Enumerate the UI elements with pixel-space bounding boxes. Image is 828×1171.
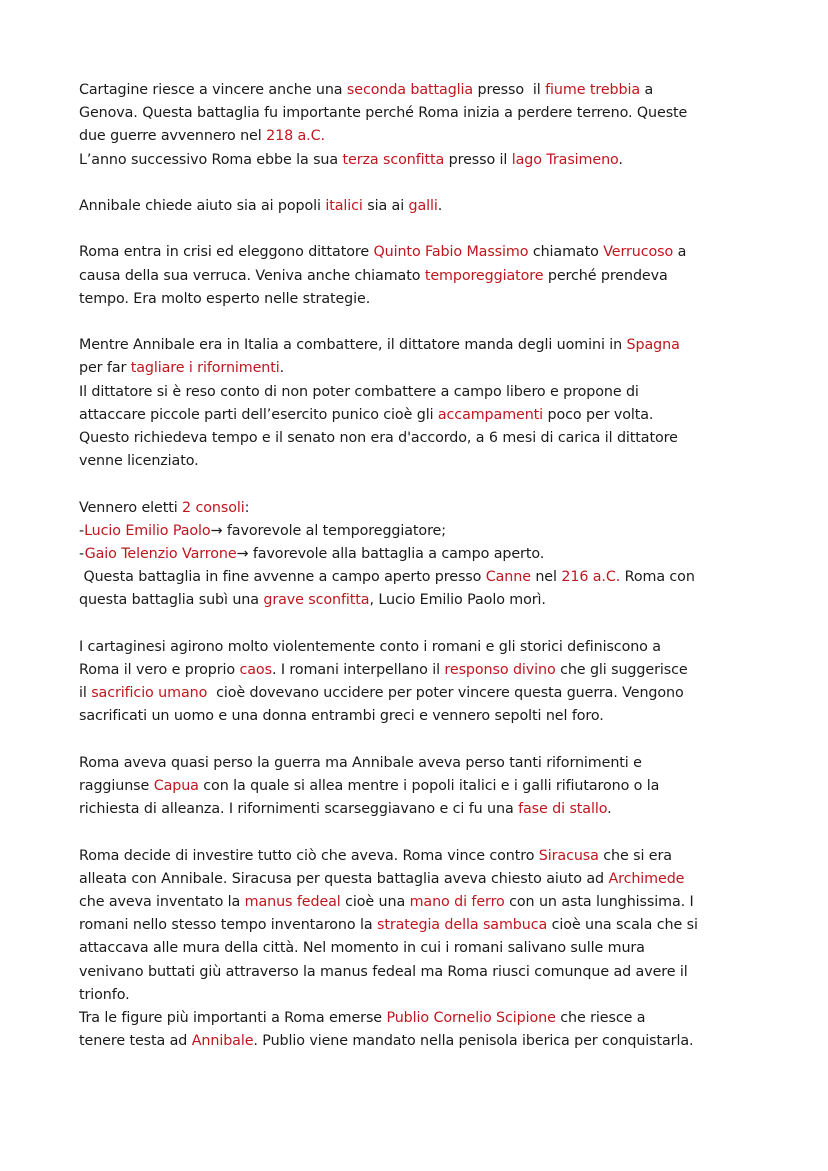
paragraph	[79, 334, 759, 380]
highlighted-term: Publio Cornelio Scipione	[386, 1010, 556, 1027]
text-span: cioè dovevano uccidere per poter vincere questa guerra. Vengono	[207, 685, 684, 702]
text-span: Vennero eletti	[79, 499, 183, 516]
text-span: Roma decide di investire tutto ciò che aveva. Roma vince contro	[79, 847, 539, 864]
highlighted-term: terza sconfitta	[342, 151, 445, 168]
highlighted-term: Gaio Telenzio Varrone	[84, 546, 237, 562]
text-span: raggiunse	[79, 778, 154, 794]
paragraph	[79, 752, 759, 822]
highlighted-term: 218 a.C.	[266, 128, 325, 145]
text-span: tenere testa ad	[79, 1033, 192, 1050]
text-span: -	[79, 522, 85, 539]
highlighted-term: fase di stallo	[518, 801, 608, 818]
text-span: L’anno successivo Roma ebbe la sua	[79, 151, 343, 168]
text-span: richiesta di alleanza. I rifornimenti scarseggiavano e ci fu una	[79, 801, 519, 818]
paragraph	[79, 195, 759, 218]
text-line	[79, 244, 686, 260]
paragraph	[79, 636, 759, 729]
text-span: :	[244, 499, 250, 516]
text-span: → favorevole alla battaglia a campo aperto.	[236, 546, 545, 562]
text-line	[79, 546, 544, 562]
text-span: Roma aveva quasi perso la guerra ma Annibale aveva perso tanti rifornimenti e	[79, 754, 642, 771]
text-span: presso il	[473, 82, 546, 98]
text-span: .	[607, 801, 612, 818]
text-span: Annibale chiede aiuto sia ai popoli	[79, 198, 326, 214]
highlighted-term: Spagna	[626, 337, 680, 354]
text-span: venivano buttati giù attraverso la manus fedeal ma Roma riusci comunque ad avere il	[79, 963, 688, 980]
highlighted-term: Archimede	[608, 870, 685, 887]
text-span: con la quale si allea mentre i popoli italici e i galli rifiutarono o la	[198, 778, 660, 794]
text-line	[79, 685, 684, 701]
text-span: cioè una	[340, 894, 410, 910]
highlighted-term: lago Trasimeno	[511, 151, 619, 168]
paragraph	[79, 1007, 759, 1053]
text-span: , Lucio Emilio Paolo morì.	[369, 592, 546, 609]
highlighted-term: italici	[325, 198, 363, 214]
text-span: Roma il vero e proprio	[79, 662, 240, 678]
text-span: a	[640, 82, 654, 98]
text-line	[79, 128, 325, 144]
text-span: che gli suggerisce	[555, 662, 688, 678]
text-span: Cartagine riesce a vincere anche una	[79, 82, 347, 98]
text-line	[79, 198, 442, 214]
text-line	[79, 639, 661, 655]
text-line	[79, 430, 678, 446]
text-line	[79, 801, 612, 817]
highlighted-term: strategia della sambuca	[376, 917, 548, 934]
paragraph	[79, 149, 759, 172]
highlighted-term: grave sconfitta	[263, 592, 370, 609]
text-span: causa della sua verruca. Veniva anche chiamato	[79, 267, 425, 284]
text-span: .	[618, 151, 623, 168]
text-span: Roma entra in crisi ed eleggono dittatore	[79, 244, 374, 261]
text-span: sia ai	[362, 198, 409, 214]
highlighted-term: mano di ferro	[409, 894, 505, 910]
text-line	[79, 755, 642, 771]
text-span: che si era	[598, 847, 672, 864]
paragraph	[79, 79, 759, 149]
text-line	[79, 337, 680, 353]
text-span: nel	[530, 569, 562, 586]
text-line	[79, 592, 546, 608]
text-line	[79, 453, 199, 469]
highlighted-term: seconda battaglia	[346, 82, 474, 98]
text-line	[79, 964, 688, 980]
text-span: venne licenziato.	[79, 453, 199, 470]
text-line	[79, 662, 688, 678]
text-span: attaccare piccole parti dell’esercito punico cioè gli	[79, 406, 438, 423]
highlighted-term: tagliare i rifornimenti	[130, 360, 280, 377]
text-line	[79, 523, 446, 539]
highlighted-term: Quinto Fabio Massimo	[373, 244, 529, 261]
paragraph	[79, 241, 759, 311]
text-span: il	[79, 685, 92, 702]
text-span: alleata con Annibale. Siracusa per questa battaglia aveva chiesto aiuto ad	[79, 870, 609, 887]
highlighted-term: Verrucoso	[603, 244, 674, 261]
text-span: . I romani interpellano il	[271, 662, 445, 678]
text-span: cioè una scala che si	[547, 917, 698, 934]
text-span: chiamato	[528, 244, 604, 261]
text-line	[79, 917, 698, 933]
text-line	[79, 848, 672, 864]
text-line	[79, 987, 130, 1003]
highlighted-term: Lucio Emilio Paolo	[84, 522, 211, 539]
document-body	[79, 79, 759, 1053]
text-span: romani nello stesso tempo inventarono la	[79, 917, 377, 934]
text-line	[79, 360, 284, 376]
text-span: .	[279, 360, 285, 377]
text-span: perché prendeva	[543, 267, 668, 284]
text-span: presso il	[444, 151, 512, 168]
highlighted-term: Annibale	[191, 1033, 254, 1050]
paragraph	[79, 845, 759, 1007]
highlighted-term: Capua	[153, 778, 199, 794]
paragraph	[79, 381, 759, 474]
text-span: . Publio viene mandato nella penisola iberica per conquistarla.	[253, 1033, 694, 1050]
text-span: con un asta lunghissima. I	[504, 894, 694, 910]
text-line	[79, 82, 653, 98]
text-span: a	[673, 244, 687, 261]
text-span: per far	[79, 360, 131, 377]
text-span: tempo. Era molto esperto nelle strategie.	[79, 290, 371, 307]
text-span: che aveva inventato la	[79, 894, 245, 910]
text-line	[79, 105, 687, 121]
text-line	[79, 871, 684, 887]
text-span: trionfo.	[79, 986, 130, 1003]
text-span: due guerre avvennero nel	[79, 128, 267, 145]
text-line	[79, 384, 639, 400]
highlighted-term: temporeggiatore	[424, 267, 544, 284]
text-line	[79, 268, 668, 284]
highlighted-term: manus fedeal	[244, 894, 341, 910]
text-span: Genova. Questa battaglia fu importante perché Roma inizia a perdere terreno. Queste	[79, 105, 688, 122]
text-line	[79, 940, 645, 956]
text-line	[79, 500, 249, 516]
text-span: attaccava alle mura della città. Nel momento in cui i romani salivano sulle mura	[79, 940, 645, 957]
highlighted-term: caos	[239, 662, 272, 678]
text-span: Tra le figure più importanti a Roma emerse	[79, 1010, 387, 1027]
text-line	[79, 1033, 693, 1049]
text-span: Il dittatore si è reso conto di non poter combattere a campo libero e propone di	[79, 383, 639, 400]
text-line	[79, 708, 604, 724]
highlighted-term: 216 a.C.	[561, 569, 621, 586]
highlighted-term: fiume trebbia	[545, 82, 640, 98]
text-line	[79, 291, 370, 307]
text-line	[79, 569, 695, 585]
text-span: -	[79, 546, 85, 562]
text-line	[79, 778, 659, 794]
highlighted-term: 2 consoli	[182, 499, 245, 516]
text-span: I cartaginesi agirono molto violentemente conto i romani e gli storici definiscono a	[79, 638, 661, 655]
text-span: .	[437, 198, 443, 214]
highlighted-term: accampamenti	[437, 406, 544, 423]
text-span: che riesce a	[555, 1010, 646, 1027]
text-line	[79, 894, 694, 910]
text-span: → favorevole al temporeggiatore;	[210, 522, 446, 539]
text-span: sacrificati un uomo e una donna entrambi greci e vennero sepolti nel foro.	[79, 708, 604, 725]
text-line	[79, 152, 623, 168]
text-line	[79, 1010, 645, 1026]
text-span: Questo richiedeva tempo e il senato non era d'accordo, a 6 mesi di carica il dittatore	[79, 430, 678, 446]
text-line	[79, 407, 653, 423]
highlighted-term: responso divino	[444, 662, 556, 678]
text-span: questa battaglia subì una	[79, 592, 264, 609]
text-span: Roma con	[620, 569, 695, 586]
text-span: Questa battaglia in fine avvenne a campo aperto presso	[79, 569, 486, 586]
highlighted-term: galli	[408, 198, 438, 214]
highlighted-term: sacrificio umano	[91, 685, 208, 702]
highlighted-term: Siracusa	[538, 847, 599, 864]
paragraph	[79, 497, 759, 613]
highlighted-term: Canne	[485, 569, 531, 586]
text-span: Mentre Annibale era in Italia a combattere, il dittatore manda degli uomini in	[79, 337, 627, 354]
text-span: poco per volta.	[543, 406, 654, 423]
